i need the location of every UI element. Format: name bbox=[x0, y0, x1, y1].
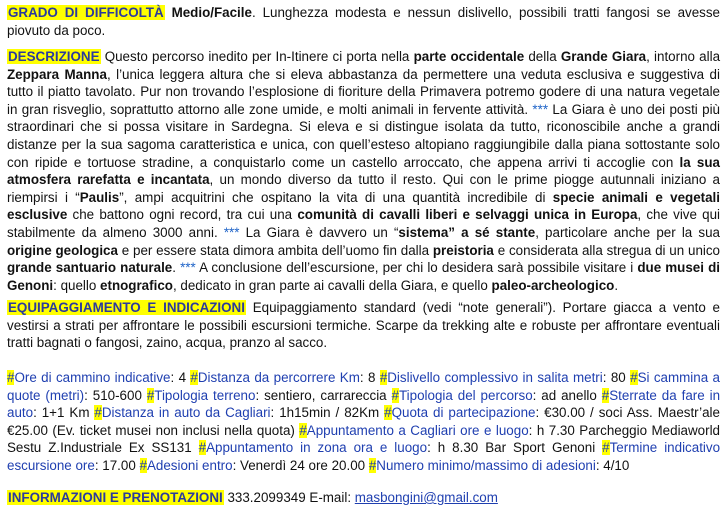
description-bold: Paulis bbox=[79, 189, 120, 205]
info-meeting-cagliari-label: #Appuntamento a Cagliari ore e luogo bbox=[299, 422, 529, 438]
info-drive-value: : 1h15min / 82Km bbox=[270, 405, 385, 421]
description-text: . bbox=[172, 260, 181, 276]
info-end-time-label: #Termine indicativo escursione ore bbox=[7, 440, 721, 473]
description-bold: la sua atmosfera rarefatta e incantata bbox=[7, 154, 720, 188]
description-text: della bbox=[524, 49, 561, 64]
info-distance-label: #Distanza da percorrere Km bbox=[190, 370, 360, 385]
difficulty-heading: GRADO DI DIFFICOLTÀ bbox=[8, 5, 164, 20]
description-text: , particolare anche per la sua bbox=[535, 224, 720, 240]
description-text: : quello bbox=[53, 277, 101, 293]
info-paragraph bbox=[7, 369, 720, 475]
info-meeting-zone-value: : h 8.30 Bar Sport Genoni bbox=[427, 440, 603, 456]
info-deadline-value: : Venerdì 24 ore 20.00 bbox=[232, 457, 369, 473]
info-drive-label: #Distanza in auto da Cagliari bbox=[94, 405, 271, 421]
info-route-value: : ad anello bbox=[532, 387, 602, 403]
info-terrain-label: #Tipologia terreno bbox=[146, 387, 256, 403]
info-participants-label: #Numero minimo/massimo di adesioni bbox=[368, 457, 596, 473]
contacts-paragraph bbox=[7, 489, 720, 507]
info-meeting-zone-label: #Appuntamento in zona ora e luogo bbox=[198, 440, 428, 456]
description-bold: etnografico bbox=[100, 277, 173, 293]
info-ore-value: : 4 bbox=[170, 370, 191, 385]
description-paragraph bbox=[7, 48, 720, 294]
equipment-text: Equipaggiamento standard (vedi “note generali”). Portare giacca a vento e vestirsi a strati per affrontare le possibili escursioni termiche. Scarpe da trekking alte e robuste per affrontare eventuali tratti bagnati o fangosi, zaino, acqua, pranzo al sacco. bbox=[7, 300, 720, 351]
email-link[interactable]: masbongini@gmail.com bbox=[354, 490, 498, 505]
info-elevation-label: #Dislivello complessivo in salita metri bbox=[379, 370, 603, 385]
description-bold: comunità di cavalli liberi e selvaggi unica in Europa bbox=[297, 207, 638, 223]
info-ore-label: #Ore di cammino indicative bbox=[7, 370, 171, 385]
info-route-label: #Tipologia del percorso bbox=[391, 387, 533, 403]
info-altitude-label: #Si cammina a quote (metri) bbox=[7, 370, 720, 403]
description-text: . bbox=[614, 277, 619, 293]
info-dirt-road-value: : 1+1 Km bbox=[33, 405, 95, 421]
info-meeting-cagliari-value: : h 7.30 Parcheggio Mediaworld Sestu Z.Industriale Ex SS131 bbox=[7, 422, 720, 456]
difficulty-level: Medio/Facile bbox=[171, 5, 252, 20]
description-text: , che vive qui stabilmente da almeno 3000 anni. bbox=[7, 207, 721, 240]
description-text: , l’unica leggera altura che si eleva abbastanza da permettere una veduta esclusiva e suggestiva di tutto il piatto tavolato. Pur non trovando l’esplosione di fioriture della Primavera potremo godere di una natura vegetale in gran risveglio, soprattutto attorno alle zone umide, e molti animali in fervente attività. bbox=[7, 66, 720, 117]
description-text: , dedicato in gran parte ai cavalli della Giara, e quello bbox=[172, 277, 492, 293]
description-bold: Grande Giara bbox=[560, 49, 647, 64]
description-bold: grande santuario naturale bbox=[7, 260, 173, 276]
difficulty-paragraph bbox=[7, 4, 720, 39]
info-dirt-road-label: #Sterrate da fare in auto bbox=[7, 387, 721, 421]
description-bold: parte occidentale bbox=[413, 49, 525, 64]
contacts-heading: INFORMAZIONI E PRENOTAZIONI bbox=[8, 490, 223, 505]
description-bold: sistema” a sé stante bbox=[398, 224, 536, 240]
description-bold: origine geologica bbox=[7, 242, 118, 258]
description-bold: specie animali e vegetali esclusive bbox=[7, 189, 720, 223]
difficulty-text: . Lunghezza modesta e nessun dislivello, possibili tratti fangosi se avesse piovuto da poco. bbox=[7, 5, 720, 38]
info-end-time-value: : 17.00 bbox=[94, 457, 140, 473]
info-participants-value: : 4/10 bbox=[595, 457, 630, 473]
info-fee-value: : €30.00 / soci Ass. Maestr’ale €25.00 (Ev. ticket musei non inclusi nella quota) bbox=[7, 405, 720, 438]
description-bold: preistoria bbox=[432, 242, 494, 258]
separator-stars: *** bbox=[532, 101, 549, 117]
description-heading: DESCRIZIONE bbox=[8, 49, 100, 64]
info-fee-label: #Quota di partecipazione bbox=[384, 405, 536, 421]
description-bold: Zeppara Manna bbox=[7, 66, 107, 82]
info-distance-value: : 8 bbox=[359, 370, 380, 385]
equipment-heading: EQUIPAGGIAMENTO E INDICAZIONI bbox=[8, 300, 245, 315]
description-text: , intorno alla bbox=[646, 49, 721, 64]
description-text: Questo percorso inedito per In-Itinere ci porta nella bbox=[100, 49, 414, 64]
info-terrain-value: : sentiero, carrareccia bbox=[255, 387, 392, 403]
info-deadline-label: #Adesioni entro bbox=[139, 457, 233, 473]
description-text: La Giara è davvero un “ bbox=[239, 224, 399, 240]
separator-stars: *** bbox=[180, 260, 196, 276]
description-text: , un mondo diverso da tutto il resto. Qui con le prime piogge autunnali iniziano a riempirsi i “ bbox=[7, 172, 720, 205]
info-elevation-value: : 80 bbox=[602, 370, 631, 385]
description-bold: paleo-archeologico bbox=[491, 277, 615, 293]
equipment-paragraph bbox=[7, 299, 720, 352]
description-text: La Giara è uno dei posti più straordinari che si possa visitare in Sardegna. Si eleva e si distingue isolata da tutto, riconoscibile anche a grandi distanze per la sua sagoma caratteristica e unica, con quell’esteso altopiano raggiungibile dalla piana sottostante solo con ripide e tortuose stradine, a conquistarlo come un castello arroccato, che appena arrivi ti accoglie con bbox=[7, 101, 720, 170]
info-altitude-value: : 510-600 bbox=[84, 387, 147, 403]
description-bold: due musei di Genoni bbox=[7, 260, 720, 293]
description-text: e per essere stata dimora ambita dell’uomo fin dalla bbox=[117, 242, 433, 258]
description-text: A conclusione dell’escursione, per chi lo desidera sarà possibile visitare i bbox=[195, 260, 638, 276]
separator-stars: *** bbox=[223, 224, 240, 240]
description-text: ”, ampi acquitrini che ospitano la vita di una quantità incredibile di bbox=[119, 189, 553, 205]
description-text: e considerata alla stregua di un unico bbox=[493, 242, 721, 258]
description-text: che battono ogni record, tra cui una bbox=[67, 207, 298, 223]
contacts-phone: 333.2099349 E-mail: bbox=[223, 490, 355, 505]
